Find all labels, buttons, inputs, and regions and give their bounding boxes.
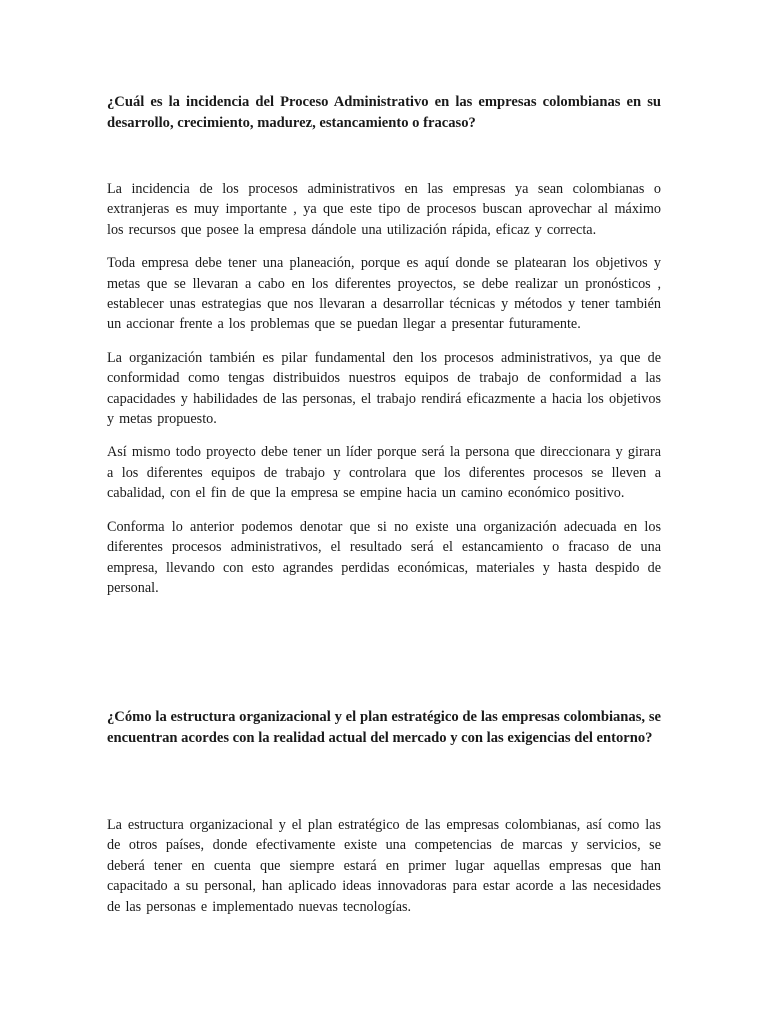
answer-1-paragraph-3: La organización también es pilar fundamental den los procesos administrativos, ya que de conformidad como tengas distribuidos nuestros equipos de trabajo de conformidad a las capacidades y habilidades de las personas, el trabajo rendirá eficazmente a hacia los objetivos y metas propuesto. bbox=[107, 349, 661, 428]
question-2-heading: ¿Cómo la estructura organizacional y el plan estratégico de las empresas colombianas, se encuentran acordes con la realidad actual del mercado y con las exigencias del entorno? bbox=[107, 709, 661, 746]
answer-1-paragraph-4: Así mismo todo proyecto debe tener un líder porque será la persona que direccionara y girara a los diferentes equipos de trabajo y controlara que los diferentes procesos se lleven a cabalidad, con el fin de que la empresa se empine hacia un camino económico positivo. bbox=[107, 444, 661, 502]
question-1-heading: ¿Cuál es la incidencia del Proceso Administrativo en las empresas colombianas en su desarrollo, crecimiento, madurez, estancamiento o fracaso? bbox=[107, 94, 661, 131]
answer-1-body bbox=[107, 179, 661, 611]
answer-1-paragraph-2: Toda empresa debe tener una planeación, porque es aquí donde se platearan los objetivos y metas que se llevaran a cabo en los diferentes proyectos, se debe realizar un pronósticos , establecer unas estrategias que nos llevaran a desarrollar técnicas y métodos y tener también un accionar frente a los problemas que se puedan llegar a presentar futuramente. bbox=[107, 255, 661, 333]
answer-2-body bbox=[107, 815, 661, 917]
answer-1-paragraph-1: La incidencia de los procesos administrativos en las empresas ya sean colombianas o extranjeras es muy importante , ya que este tipo de procesos buscan aprovechar al máximo los recursos que posee la empresa dándole una utilización rápida, eficaz y correcta. bbox=[107, 181, 661, 238]
answer-2-paragraph-1: La estructura organizacional y el plan estratégico de las empresas colombianas, así como las de otros países, donde efectivamente existe una competencias de marcas y servicios, se deberá tener en cuenta que siempre estará en primer lugar aquellas empresas que han capacitado a su personal, han aplicado ideas innovadoras para estar acorde a las necesidades de las personas e implementado nuevas tecnologías. bbox=[107, 817, 661, 915]
answer-1-paragraph-5: Conforma lo anterior podemos denotar que si no existe una organización adecuada en los diferentes procesos administrativos, el resultado será el estancamiento o fracaso de una empresa, llevando con esto agrandes perdidas económicas, materiales y hasta despido de personal. bbox=[107, 518, 661, 596]
